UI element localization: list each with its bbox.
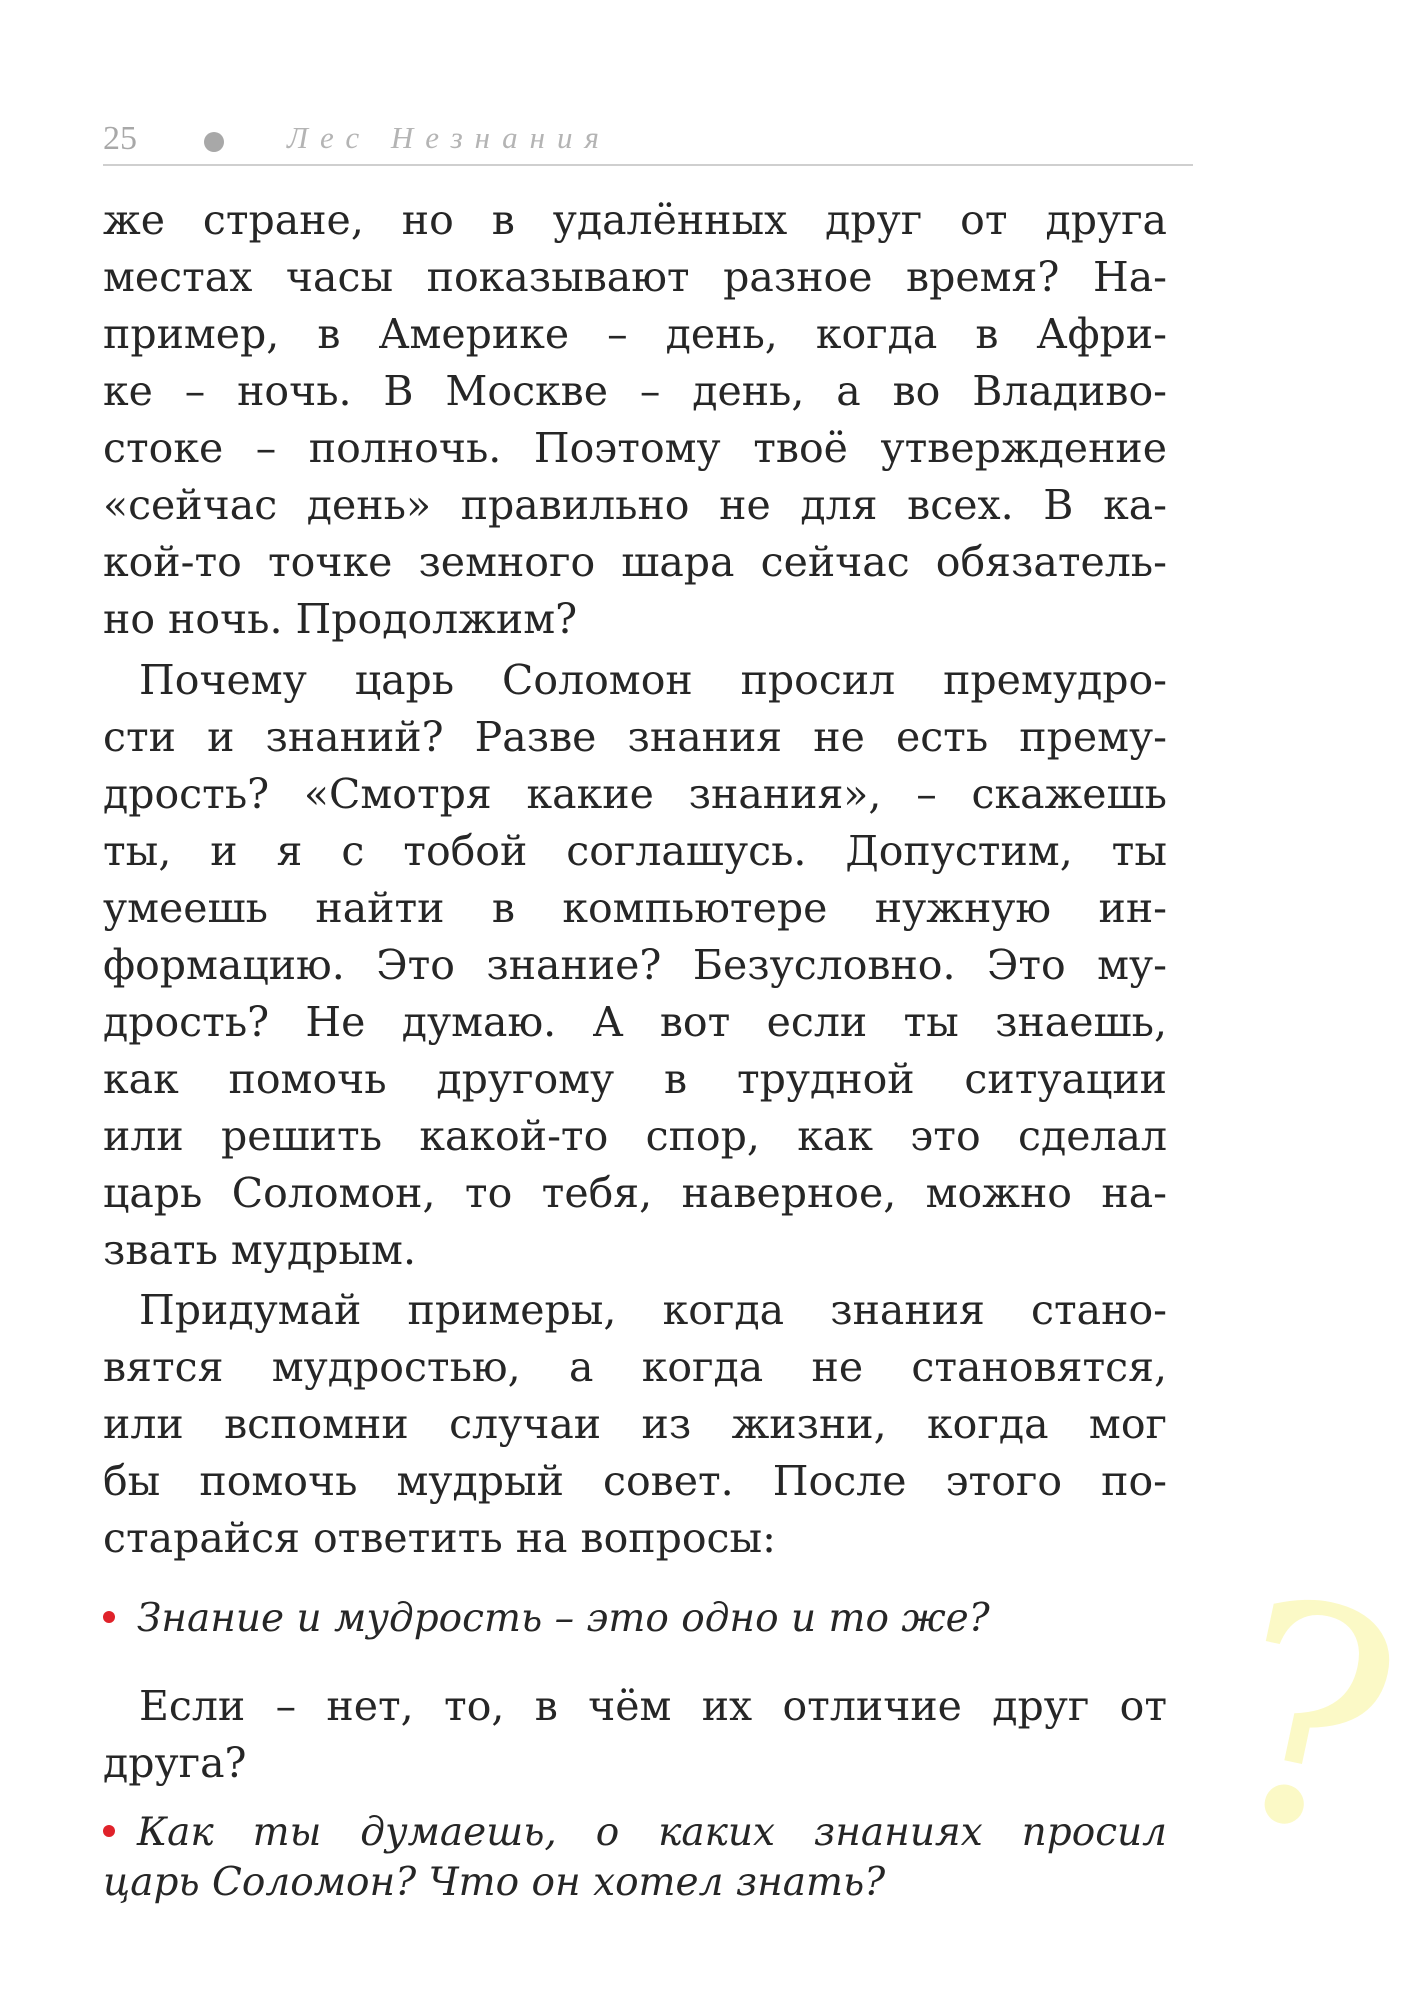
paragraph-2	[103, 652, 1167, 1279]
text-line: формацию. Это знание? Безусловно. Это му-	[103, 941, 1167, 989]
paragraph-1	[103, 192, 1167, 648]
text-line: старайся ответить на вопросы:	[103, 1514, 776, 1562]
text-line: умеешь найти в компьютере нужную ин-	[103, 884, 1167, 932]
text-line: но ночь. Продолжим?	[103, 595, 578, 643]
text-line: или решить какой-то спор, как это сделал	[103, 1112, 1167, 1160]
text-line: ты, и я с тобой соглашусь. Допустим, ты	[103, 827, 1167, 875]
question-text: Знание и мудрость – это одно и то же?	[137, 1596, 990, 1641]
text-line: Почему царь Соломон просил премудро-	[139, 656, 1167, 704]
question-line: царь Соломон? Что он хотел знать?	[103, 1860, 886, 1905]
text-line: ке – ночь. В Москве – день, а во Владиво-	[103, 367, 1167, 415]
bullet-icon	[103, 1825, 115, 1837]
bullet-icon	[103, 1611, 115, 1623]
text-line: пример, в Америке – день, когда в Афри-	[103, 310, 1167, 358]
text-line: вятся мудростью, а когда не становятся,	[103, 1343, 1167, 1391]
question-1	[103, 1594, 1193, 1644]
text-line: кой-то точке земного шара сейчас обязатель-	[103, 538, 1167, 586]
text-line: сти и знаний? Разве знания не есть прему-	[103, 713, 1167, 761]
running-title: Лес Незнания	[287, 120, 611, 155]
text-line: стоке – полночь. Поэтому твоё утверждение	[103, 424, 1167, 472]
paragraph-4	[103, 1678, 1167, 1792]
text-line: дрость? «Смотря какие знания», – скажешь	[103, 770, 1167, 818]
text-line: царь Соломон, то тебя, наверное, можно на-	[103, 1169, 1167, 1217]
text-line: местах часы показывают разное время? На-	[103, 253, 1167, 301]
text-line: бы помочь мудрый совет. После этого по-	[103, 1457, 1167, 1505]
running-header	[103, 112, 1193, 166]
text-line: Придумай примеры, когда знания стано-	[139, 1286, 1167, 1334]
text-line: или вспомни случаи из жизни, когда мог	[103, 1400, 1167, 1448]
text-line: дрость? Не думаю. А вот если ты знаешь,	[103, 998, 1167, 1046]
question-mark-icon: ?	[1195, 1532, 1425, 1907]
question-line	[103, 1808, 1167, 1858]
text-line: Если – нет, то, в чём их отличие друг от	[139, 1682, 1167, 1730]
text-line: же стране, но в удалённых друг от друга	[103, 196, 1167, 244]
header-rule	[103, 164, 1193, 166]
text-line: как помочь другому в трудной ситуации	[103, 1055, 1167, 1103]
text-line: звать мудрым.	[103, 1226, 416, 1274]
question-line	[103, 1594, 1193, 1644]
paragraph-3	[103, 1282, 1167, 1567]
question-2	[103, 1808, 1167, 1908]
header-dot-icon	[204, 132, 224, 152]
question-text: Как ты думаешь, о каких знаниях просил	[137, 1810, 1167, 1855]
text-line: «сейчас день» правильно не для всех. В ка-	[103, 481, 1167, 529]
page-number: 25	[103, 120, 137, 157]
text-line: друга?	[103, 1739, 247, 1787]
